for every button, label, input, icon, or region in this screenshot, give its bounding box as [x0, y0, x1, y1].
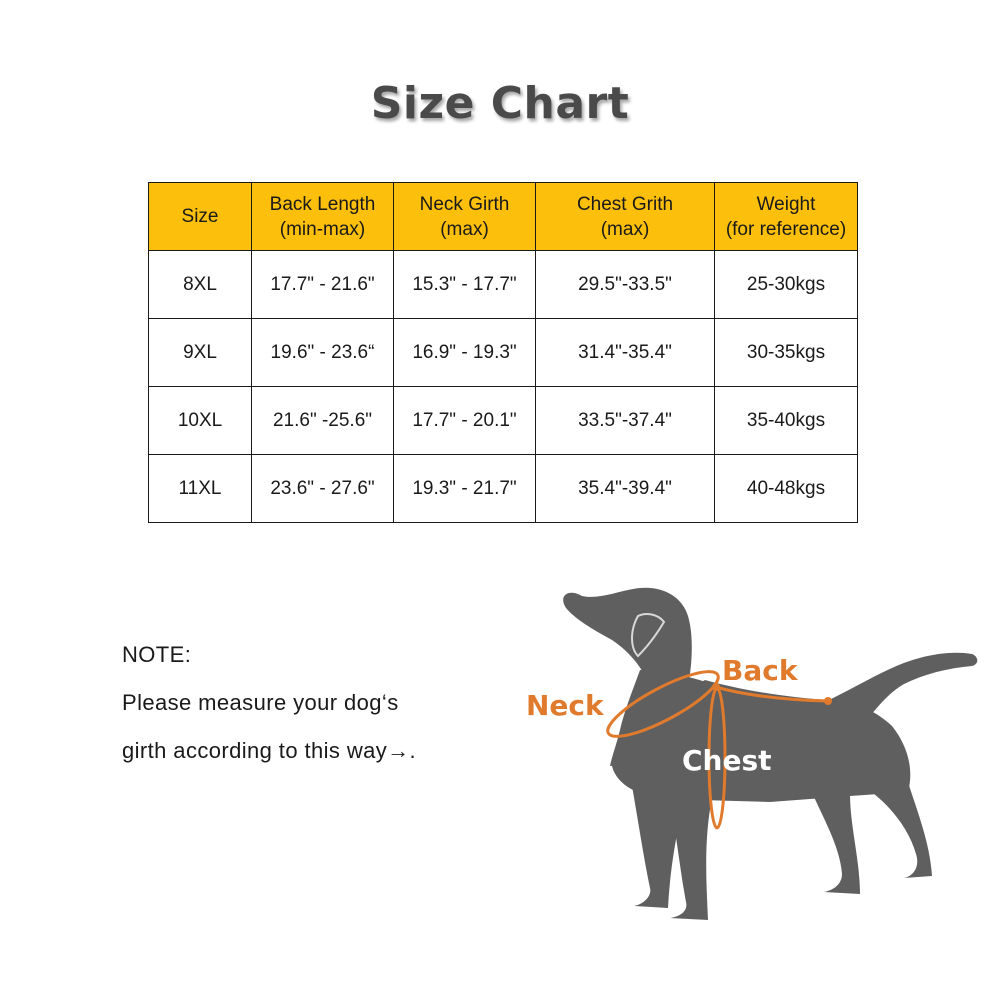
note-line-2: girth according to this way→.: [122, 738, 417, 763]
table-row: [149, 319, 858, 387]
cell-chest-girth: 29.5"-33.5": [536, 251, 715, 319]
cell-back-length: 23.6" - 27.6": [252, 455, 394, 523]
size-table: [148, 182, 858, 523]
table-row: [149, 455, 858, 523]
note-line-1: Please measure your dog‘s: [122, 690, 399, 715]
cell-weight: 30-35kgs: [715, 319, 858, 387]
back-start-dot: [712, 683, 720, 691]
header-chest-girth: Chest Grith (max): [536, 183, 715, 251]
cell-weight: 25-30kgs: [715, 251, 858, 319]
cell-neck-girth: 15.3" - 17.7": [394, 251, 536, 319]
cell-size: 9XL: [149, 319, 252, 387]
header-size: Size: [149, 183, 252, 251]
note-label: NOTE:: [122, 642, 192, 667]
cell-back-length: 17.7" - 21.6": [252, 251, 394, 319]
table-row: [149, 251, 858, 319]
header-back-length: Back Length (min-max): [252, 183, 394, 251]
cell-weight: 35-40kgs: [715, 387, 858, 455]
cell-chest-girth: 31.4"-35.4": [536, 319, 715, 387]
cell-size: 10XL: [149, 387, 252, 455]
table-row: [149, 387, 858, 455]
cell-size: 8XL: [149, 251, 252, 319]
header-neck-girth: Neck Girth (max): [394, 183, 536, 251]
measure-note: [122, 640, 416, 784]
cell-chest-girth: 35.4"-39.4": [536, 455, 715, 523]
cell-neck-girth: 16.9" - 19.3": [394, 319, 536, 387]
cell-weight: 40-48kgs: [715, 455, 858, 523]
cell-size: 11XL: [149, 455, 252, 523]
table-header-row: [149, 183, 858, 251]
page-title: Size Chart: [370, 78, 630, 129]
cell-chest-girth: 33.5"-37.4": [536, 387, 715, 455]
chest-label: Chest: [682, 744, 772, 777]
back-label: Back: [722, 654, 798, 687]
cell-back-length: 19.6" - 23.6“: [252, 319, 394, 387]
dog-measurement-diagram: [520, 570, 980, 940]
cell-neck-girth: 17.7" - 20.1": [394, 387, 536, 455]
header-weight: Weight (for reference): [715, 183, 858, 251]
back-end-dot: [824, 697, 832, 705]
cell-neck-girth: 19.3" - 21.7": [394, 455, 536, 523]
cell-back-length: 21.6" -25.6": [252, 387, 394, 455]
neck-label: Neck: [526, 689, 604, 722]
